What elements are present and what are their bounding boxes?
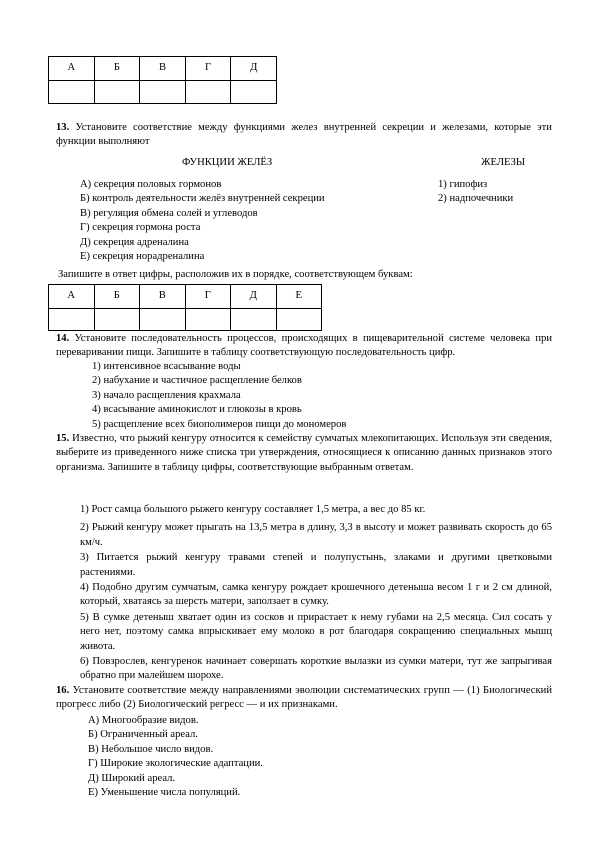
answer-cell[interactable] [231, 81, 277, 104]
answer-cell[interactable] [49, 309, 95, 331]
answer-cell[interactable] [94, 81, 140, 104]
question-number: 13. [56, 122, 70, 133]
list-item: А) Многообразие видов. [88, 715, 199, 726]
table-header-cell: Б [94, 285, 140, 309]
question-number: 15. [56, 433, 70, 444]
question-number: 16. [56, 685, 70, 696]
answer-table-q13 [48, 284, 322, 331]
list-item: Д) Широкий ареал. [88, 772, 176, 784]
list-item: В) Небольшое число видов. [88, 743, 214, 755]
signs-list [88, 714, 263, 800]
statement: 2) Рыжий кенгуру может прыгать на 13,5 метра в длину, 3,3 в высоту и может развивать скорость до 65 км/ч. [80, 522, 552, 548]
list-item: В) регуляция обмена солей и углеводов [80, 207, 258, 219]
question-13 [56, 121, 552, 150]
list-item: Б) Ограниченный ареал. [88, 729, 198, 741]
question-text: Установите последовательность процессов, происходящих в пищеварительной системе человека при переваривании пищи. Запишите в таблицу соответствующую последовательность цифр. [56, 333, 552, 359]
answer-cell[interactable] [140, 81, 186, 104]
question-14 [56, 332, 552, 361]
list-item: 2) набухание и частичное расщепление белков [92, 375, 302, 387]
question-number: 14. [56, 333, 70, 344]
glands-column-title: ЖЕЛЕЗЫ [481, 157, 526, 168]
table-header-cell: Б [94, 57, 140, 81]
table-header-cell: Д [231, 57, 277, 81]
list-item: Е) секреция норадреналина [80, 250, 205, 262]
answer-cell[interactable] [276, 309, 322, 331]
statement: 4) Подобно другим сумчатым, самка кенгуру рождает крошечного детеныша весом 1 г и 2 см длиной, который, хватаясь за шерсть матери, заползает в сумку. [80, 582, 552, 608]
statement: 1) Рост самца большого рыжего кенгуру составляет 1,5 метра, а вес до 85 кг. [80, 504, 426, 515]
answer-table-top [48, 56, 277, 104]
table-header-cell: А [49, 57, 95, 81]
list-item: Е) Уменьшение числа популяций. [88, 786, 241, 798]
table-header-cell: В [140, 285, 186, 309]
list-item: 3) начало расщепления крахмала [92, 389, 241, 401]
process-list [92, 360, 346, 432]
statements-list [80, 503, 552, 684]
answer-cell[interactable] [231, 309, 277, 331]
answer-instruction: Запишите в ответ цифры, расположив их в порядке, соответствующем буквам: [58, 269, 413, 280]
answer-cell[interactable] [140, 309, 186, 331]
question-15 [56, 432, 552, 475]
list-item: 1) интенсивное всасывание воды [92, 361, 241, 372]
functions-list [80, 178, 325, 264]
list-item: Г) секреция гормона роста [80, 222, 201, 234]
answer-cell[interactable] [49, 81, 95, 104]
list-item: 5) расщепление всех биополимеров пищи до мономеров [92, 418, 347, 430]
functions-column-title: ФУНКЦИИ ЖЕЛЁЗ [182, 157, 273, 168]
glands-list [438, 178, 513, 207]
answer-cell[interactable] [185, 309, 231, 331]
statement: 5) В сумке детеныш хватает один из сосков и прирастает к нему губами на 2,5 месяца. Сил сосать у него нет, поэтому самка впрыскивает ему молоко в рот благодаря сокращению специальных мышц живота. [80, 611, 552, 652]
list-item: Б) контроль деятельности желёз внутренней секреции [80, 193, 325, 205]
answer-cell[interactable] [185, 81, 231, 104]
question-text: Установите соответствие между функциями желез внутренней секреции и железами, которые эти функции выполняют [56, 122, 552, 148]
statement: 6) Повзрослев, кенгуренок начинает совершать короткие вылазки из сумки матери, тут же запрыгивая обратно при малейшем шорохе. [80, 656, 552, 682]
table-header-cell: Е [276, 285, 322, 309]
table-header-cell: В [140, 57, 186, 81]
question-text: Известно, что рыжий кенгуру относится к семейству сумчатых млекопитающих. Используя эти сведения, выберите из приведенного ниже списка три утверждения, относящиеся к описанию данных признаков этого организма. Запишите в таблицу цифры, соответствующие выбранным ответам. [56, 433, 552, 473]
list-item: А) секреция половых гормонов [80, 179, 222, 190]
table-header-cell: Д [231, 285, 277, 309]
statement: 3) Питается рыжий кенгуру травами степей и полупустынь, злаками и другими цветковыми растениями. [80, 552, 552, 578]
question-text: Установите соответствие между направлениями эволюции систематических групп — (1) Биологический прогресс либо (2) Биологический регресс — и их признаками. [56, 685, 552, 711]
list-item: 2) надпочечники [438, 193, 514, 205]
table-header-cell: А [49, 285, 95, 309]
table-header-cell: Г [185, 285, 231, 309]
list-item: Д) секреция адреналина [80, 236, 189, 248]
list-item: 4) всасывание аминокислот и глюкозы в кровь [92, 404, 302, 416]
table-header-cell: Г [185, 57, 231, 81]
answer-cell[interactable] [94, 309, 140, 331]
question-16 [56, 684, 552, 713]
list-item: 1) гипофиз [438, 179, 488, 190]
list-item: Г) Широкие экологические адаптации. [88, 758, 263, 770]
